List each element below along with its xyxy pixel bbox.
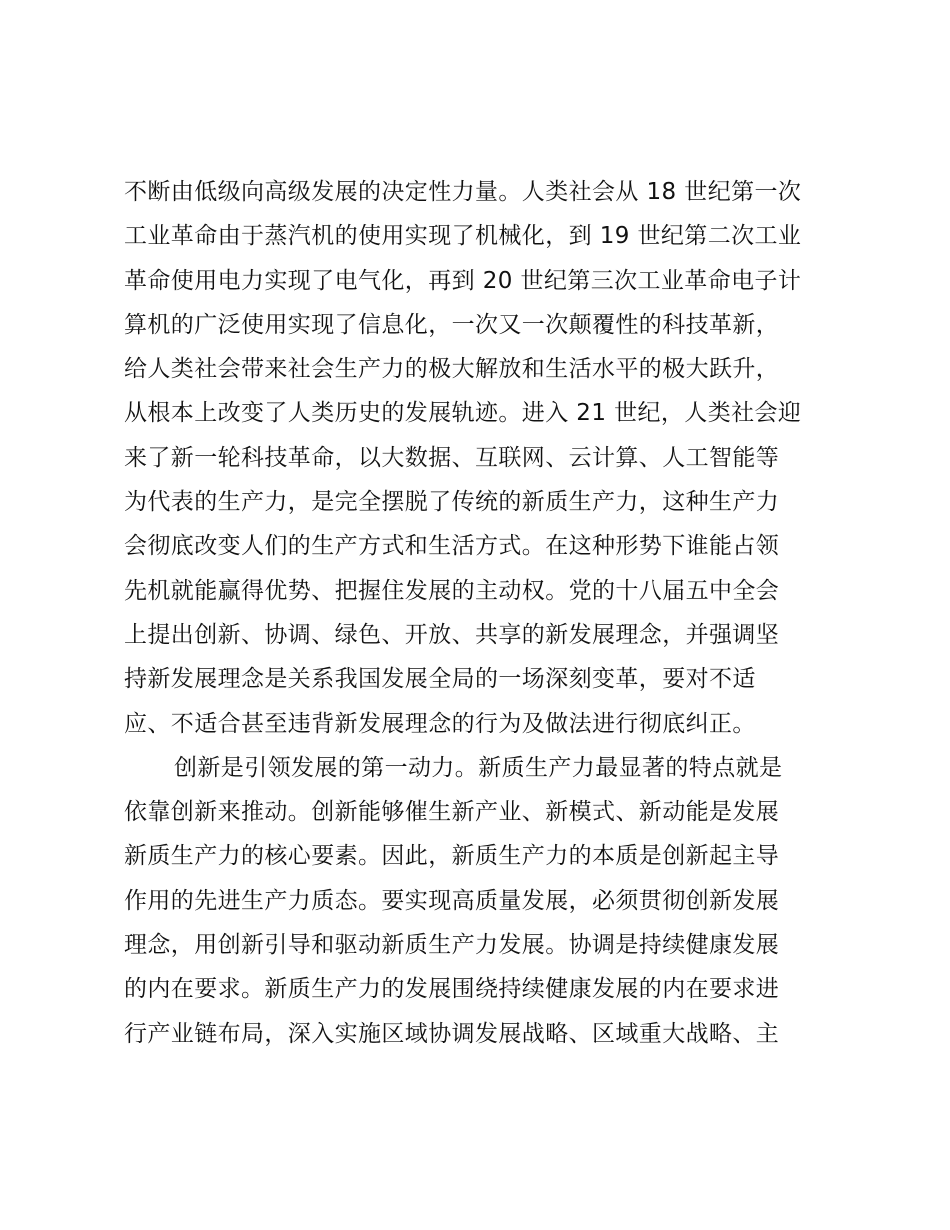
- text-line: 给人类社会带来社会生产力的极大解放和生活水平的极大跃升，: [124, 356, 780, 383]
- text-line: 算机的广泛使用实现了信息化，一次又一次颠覆性的科技革新，: [124, 311, 780, 338]
- text-line: 作用的先进生产力质态。要实现高质量发展，必须贯彻创新发展: [124, 887, 780, 914]
- text-line: 会彻底改变人们的生产方式和生活方式。在这种形势下谁能占领: [124, 533, 780, 560]
- text-line: 持新发展理念是关系我国发展全局的一场深刻变革，要对不适: [124, 666, 756, 693]
- body-text: [124, 170, 844, 1056]
- text-line: 革命使用电力实现了电气化，再到 20 世纪第三次工业革命电子计: [124, 267, 802, 294]
- text-line: 应、不适合甚至违背新发展理念的行为及做法进行彻底纠正。: [124, 710, 756, 737]
- text-line: 行产业链布局，深入实施区域协调发展战略、区域重大战略、主: [124, 1020, 780, 1047]
- text-line: 不断由低级向高级发展的决定性力量。人类社会从 18 世纪第一次: [124, 179, 802, 205]
- text-line: 依靠创新来推动。创新能够催生新产业、新模式、新动能是发展: [124, 799, 780, 826]
- text-line: 新质生产力的核心要素。因此，新质生产力的本质是创新起主导: [124, 843, 780, 870]
- text-line: 先机就能赢得优势、把握住发展的主动权。党的十八届五中全会: [124, 577, 780, 604]
- text-line: 来了新一轮科技革命，以大数据、互联网、云计算、人工智能等: [124, 444, 780, 471]
- text-line: 工业革命由于蒸汽机的使用实现了机械化，到 19 世纪第二次工业: [124, 223, 802, 250]
- text-line: 上提出创新、协调、绿色、开放、共享的新发展理念，并强调坚: [124, 621, 780, 648]
- text-line: 从根本上改变了人类历史的发展轨迹。进入 21 世纪，人类社会迎: [124, 400, 802, 427]
- text-line: 为代表的生产力，是完全摆脱了传统的新质生产力，这种生产力: [124, 489, 780, 516]
- text-line: 理念，用创新引导和驱动新质生产力发展。协调是持续健康发展: [124, 932, 780, 959]
- paragraph-first-line: 创新是引领发展的第一动力。新质生产力最显著的特点就是: [174, 754, 783, 781]
- text-line: 的内在要求。新质生产力的发展围绕持续健康发展的内在要求进: [124, 976, 780, 1003]
